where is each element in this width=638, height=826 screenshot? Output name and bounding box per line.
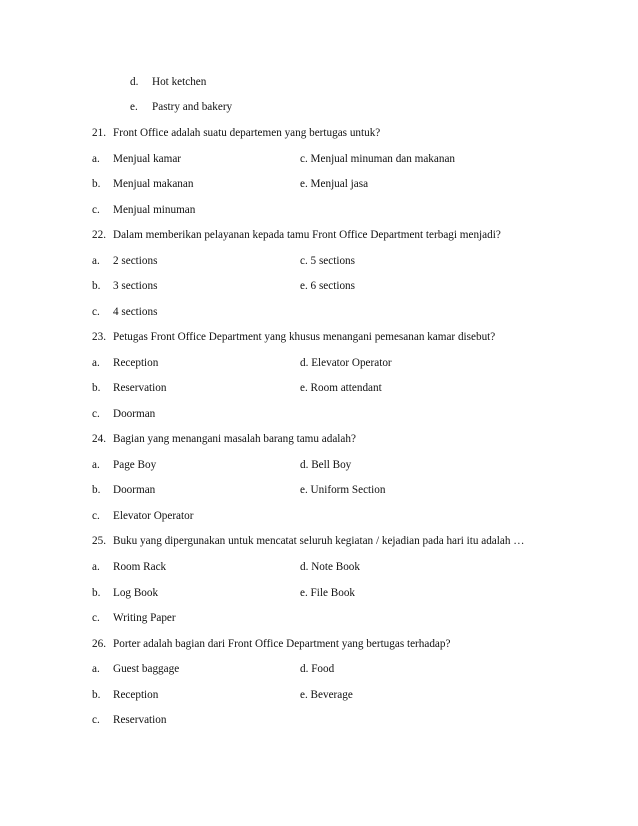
question-number: 21. xyxy=(92,127,106,139)
option-a: Room Rack xyxy=(113,561,167,573)
option-a: Guest baggage xyxy=(113,663,180,675)
option-c: Elevator Operator xyxy=(113,510,194,522)
question-text: Dalam memberikan pelayanan kepada tamu Front Office Department terbagi menjadi? xyxy=(113,229,501,241)
question-number: 24. xyxy=(92,433,106,445)
option-letter: b. xyxy=(92,178,101,190)
question-number: 26. xyxy=(92,638,106,650)
option-c: Doorman xyxy=(113,408,156,420)
option-letter: c. xyxy=(92,306,100,318)
option-e: e. Uniform Section xyxy=(300,484,386,496)
option-letter: a. xyxy=(92,561,100,573)
option-letter: a. xyxy=(92,153,100,165)
option-d: d. Bell Boy xyxy=(300,459,352,471)
option-c: Reservation xyxy=(113,714,167,726)
option-letter-e: e. xyxy=(130,101,138,113)
option-letter: a. xyxy=(92,459,100,471)
option-b: Menjual makanan xyxy=(113,178,194,190)
question-number: 22. xyxy=(92,229,106,241)
option-d: d. Food xyxy=(300,663,335,675)
option-letter: c. xyxy=(92,510,100,522)
option-letter: b. xyxy=(92,382,101,394)
option-e: e. Menjual jasa xyxy=(300,178,369,190)
option-letter: c. xyxy=(92,714,100,726)
option-d: d. Note Book xyxy=(300,561,360,573)
option-c: 4 sections xyxy=(113,306,158,318)
option-d: c. Menjual minuman dan makanan xyxy=(300,153,456,165)
option-d: c. 5 sections xyxy=(300,255,355,267)
option-d-hot-kitchen: Hot ketchen xyxy=(152,76,207,88)
option-e: e. Room attendant xyxy=(300,382,382,394)
option-letter: c. xyxy=(92,408,100,420)
option-letter-d: d. xyxy=(130,76,139,88)
option-a: Menjual kamar xyxy=(113,153,182,165)
option-c: Writing Paper xyxy=(113,612,176,624)
option-b: Reservation xyxy=(113,382,167,394)
question-text: Buku yang dipergunakan untuk mencatat seluruh kegiatan / kejadian pada hari itu adalah … xyxy=(113,535,525,547)
question-text: Bagian yang menangani masalah barang tamu adalah? xyxy=(113,433,356,445)
option-e: e. File Book xyxy=(300,587,356,599)
option-b: 3 sections xyxy=(113,280,158,292)
option-b: Reception xyxy=(113,689,159,701)
option-a: Reception xyxy=(113,357,159,369)
question-number: 25. xyxy=(92,535,106,547)
option-e: e. Beverage xyxy=(300,689,353,701)
question-text: Front Office adalah suatu departemen yang bertugas untuk? xyxy=(113,127,381,139)
option-letter: c. xyxy=(92,204,100,216)
option-d: d. Elevator Operator xyxy=(300,357,392,369)
option-letter: a. xyxy=(92,255,100,267)
option-a: Page Boy xyxy=(113,459,157,471)
option-letter: b. xyxy=(92,689,101,701)
option-letter: b. xyxy=(92,484,101,496)
question-number: 23. xyxy=(92,331,106,343)
option-letter: c. xyxy=(92,612,100,624)
option-letter: b. xyxy=(92,280,101,292)
option-e-pastry: Pastry and bakery xyxy=(152,101,233,113)
question-text: Porter adalah bagian dari Front Office Department yang bertugas terhadap? xyxy=(113,638,451,650)
option-letter: a. xyxy=(92,357,100,369)
question-text: Petugas Front Office Department yang khusus menangani pemesanan kamar disebut? xyxy=(113,331,496,343)
option-b: Doorman xyxy=(113,484,156,496)
option-e: e. 6 sections xyxy=(300,280,355,292)
option-a: 2 sections xyxy=(113,255,158,267)
option-letter: a. xyxy=(92,663,100,675)
option-c: Menjual minuman xyxy=(113,204,196,216)
option-letter: b. xyxy=(92,587,101,599)
option-b: Log Book xyxy=(113,587,159,599)
